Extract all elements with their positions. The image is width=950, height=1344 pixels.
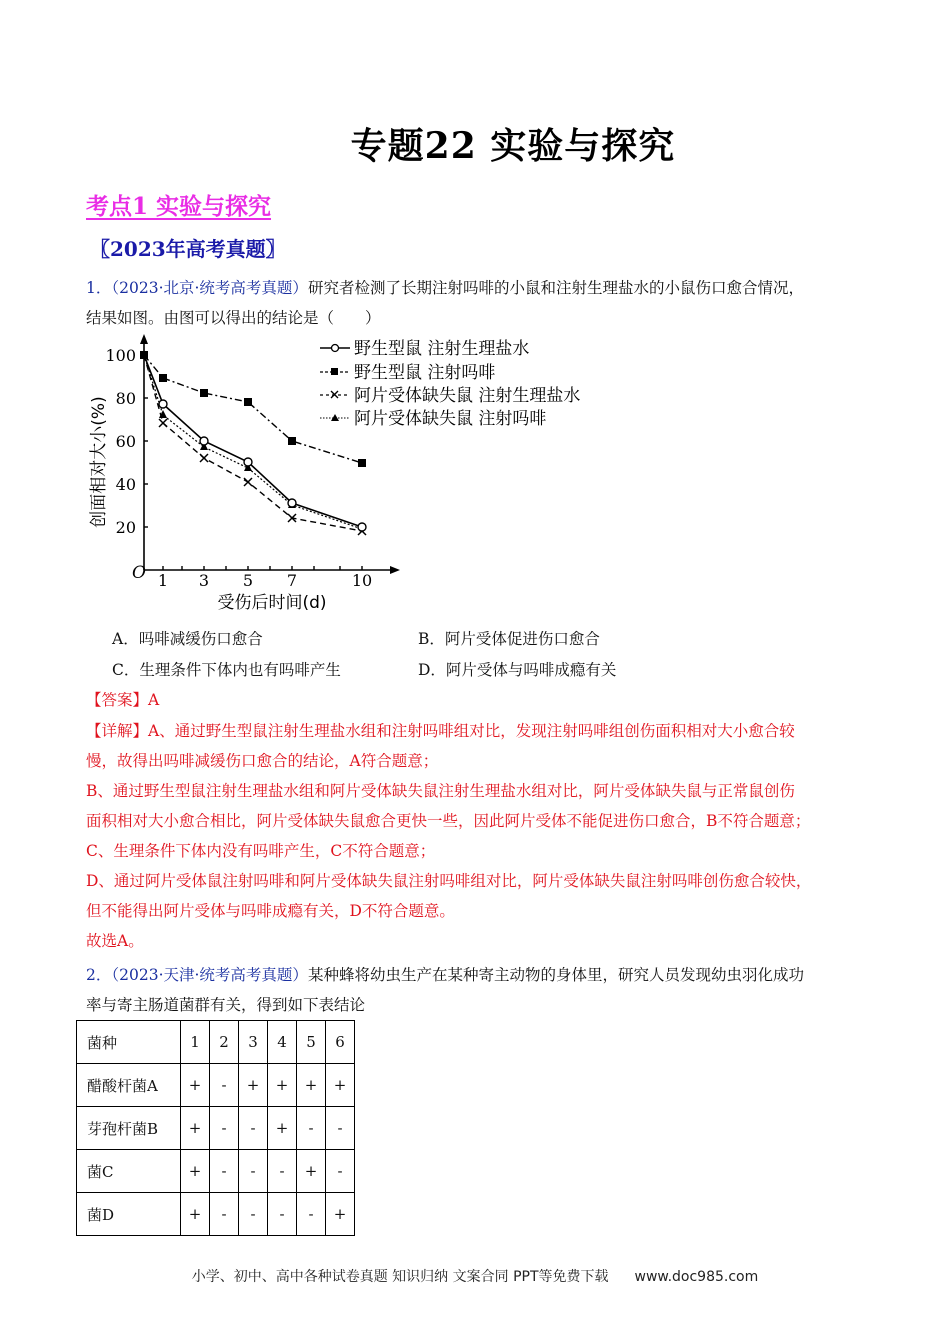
x-axis-label: 受伤后时间(d): [217, 593, 327, 613]
svg-text:5: 5: [242, 571, 254, 590]
question-source: （2023·北京·统考高考真题）: [111, 279, 308, 297]
svg-text:野生型鼠 注射吗啡: 野生型鼠 注射吗啡: [354, 363, 496, 383]
section-heading: 考点1 实验与探究: [86, 193, 272, 220]
svg-text:阿片受体缺失鼠 注射生理盐水: 阿片受体缺失鼠 注射生理盐水: [354, 386, 581, 406]
option-c: C．生理条件下体内也有吗啡产生: [112, 661, 341, 679]
option-d: D．阿片受体与吗啡成瘾有关: [418, 661, 617, 679]
subsection-heading: 〖2023年高考真题〗: [90, 237, 286, 261]
svg-text:80: 80: [115, 389, 136, 408]
question-number: 1．: [86, 279, 112, 297]
svg-text:野生型鼠 注射生理盐水: 野生型鼠 注射生理盐水: [354, 339, 530, 359]
y-axis-label: 创面相对大小(%): [89, 396, 109, 528]
svg-text:100: 100: [105, 346, 136, 365]
question-text: 结果如图。由图可以得出的结论是（ ）: [86, 309, 381, 327]
answer-value: A: [148, 691, 160, 709]
table-row: 醋酸杆菌A + - + + + +: [77, 1064, 355, 1107]
svg-text:1: 1: [157, 571, 169, 590]
explain-tag: 【详解】: [86, 722, 149, 740]
question-text: 某种蜂将幼虫生产在某种寄主动物的身体里，研究人员发现幼虫羽化成功: [307, 966, 804, 984]
table-row: 芽孢杆菌B + - - + - -: [77, 1107, 355, 1150]
svg-text:60: 60: [115, 432, 136, 451]
option-a: A．吗啡减缓伤口愈合: [112, 630, 263, 648]
question-text: 研究者检测了长期注射吗啡的小鼠和注射生理盐水的小鼠伤口愈合情况，: [307, 279, 804, 297]
question-text: 率与寄主肠道菌群有关，得到如下表结论: [86, 996, 366, 1014]
svg-text:10: 10: [351, 571, 373, 590]
answer: [86, 685, 876, 715]
footer-link[interactable]: www.doc985.com: [634, 1269, 759, 1285]
explanation: 【详解】A、通过野生型鼠注射生理盐水组和注射吗啡组对比，发现注射吗啡组创伤面积相对大小愈合较 慢，故得出吗啡减缓伤口愈合的结论，A符合题意； B、通过野生型鼠注射生理盐水组和阿片受体缺失鼠注射生理盐水组对比，阿片受体缺失鼠与正常鼠创伤 面积相对大小愈合相比，阿片受体缺失鼠愈合更快一些，因此阿片受体不能促进伤口愈合，B不符合题意； C、生理条件下体内没有吗啡产生，C不符合题意； D、通过阿片受体鼠注射吗啡和阿片受体缺失鼠注射吗啡组对比，阿片受体缺失鼠注射吗啡创伤愈合较快， 但不能得出阿片受体与吗啡成瘾有关，D不符合题意。 故选A。: [86, 722, 812, 950]
svg-text:阿片受体缺失鼠 注射吗啡: 阿片受体缺失鼠 注射吗啡: [354, 409, 547, 429]
footer-text: 小学、初中、高中各种试卷真题 知识归纳 文案合同 PPT等免费下载: [191, 1269, 609, 1285]
question-2-stem: [86, 960, 876, 1020]
svg-text:O: O: [132, 563, 146, 583]
question-1-stem: [86, 273, 876, 333]
wound-healing-line-chart: [84, 332, 624, 622]
option-b: B．阿片受体促进伤口愈合: [418, 630, 600, 648]
svg-text:20: 20: [115, 518, 136, 537]
page-title: 专题22 实验与探究: [350, 125, 676, 167]
svg-text:7: 7: [286, 571, 298, 590]
bacteria-table: [76, 1020, 355, 1236]
svg-text:3: 3: [198, 571, 210, 590]
answer-tag: 【答案】: [86, 691, 149, 709]
question-source: （2023·天津·统考高考真题）: [111, 966, 308, 984]
chart-legend: [320, 339, 580, 429]
table-header-row: 菌种 1 2 3 4 5 6: [77, 1021, 355, 1064]
table-row: 菌D + - - - - +: [77, 1193, 355, 1236]
question-number: 2．: [86, 966, 112, 984]
svg-text:40: 40: [115, 475, 136, 494]
page-footer: [0, 1266, 950, 1286]
table-row: 菌C + - - - + -: [77, 1150, 355, 1193]
